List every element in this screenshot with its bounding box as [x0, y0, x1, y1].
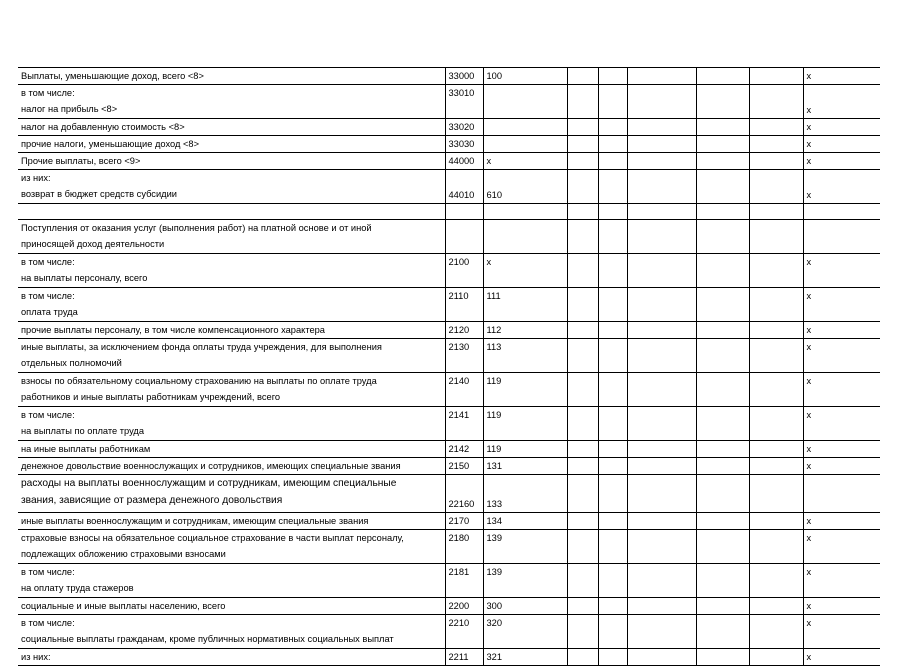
empty-cell: [749, 615, 803, 649]
empty-cell: [567, 475, 598, 513]
row-name: [18, 407, 445, 441]
empty-cell: [696, 204, 749, 220]
empty-cell: [567, 153, 598, 170]
row-code: 2142: [445, 441, 483, 458]
empty-cell: [598, 598, 627, 615]
row-mark: x: [803, 564, 880, 598]
row-code: 2130: [445, 339, 483, 373]
empty-cell: [598, 153, 627, 170]
row-kosgu: 131: [483, 458, 567, 475]
row-name-line: налог на прибыль <8>: [21, 104, 118, 114]
empty-cell: [749, 513, 803, 530]
row-kosgu: 134: [483, 513, 567, 530]
empty-cell: [696, 288, 749, 322]
empty-cell: [627, 564, 696, 598]
empty-cell: [749, 441, 803, 458]
empty-cell: [627, 204, 696, 220]
row-code: 2100: [445, 254, 483, 288]
empty-cell: [598, 649, 627, 666]
empty-cell: [567, 204, 598, 220]
row-kosgu: 119: [483, 407, 567, 441]
row-name-line: из них:: [21, 173, 51, 183]
empty-cell: [598, 530, 627, 564]
row-name-line: в том числе:: [21, 291, 75, 301]
row-mark: x: [803, 153, 880, 170]
empty-cell: [627, 85, 696, 119]
row-name-line: в том числе:: [21, 410, 75, 420]
empty-cell: [627, 458, 696, 475]
table-row: [18, 407, 880, 441]
row-mark: x: [803, 288, 880, 322]
row-kosgu: 133: [483, 475, 567, 513]
row-name: [18, 441, 445, 458]
row-code: [445, 204, 483, 220]
row-name-line: работников и иные выплаты работникам учреждений, всего: [21, 392, 281, 402]
row-name-line: иные выплаты, за исключением фонда оплаты труда учреждения, для выполнения: [21, 342, 382, 352]
row-mark: x: [803, 136, 880, 153]
row-name-line: взносы по обязательному социальному страхованию на выплаты по оплате труда: [21, 376, 377, 386]
row-name-line: налог на добавленную стоимость <8>: [21, 122, 185, 132]
row-code: 33020: [445, 119, 483, 136]
empty-cell: [598, 475, 627, 513]
row-kosgu: x: [483, 254, 567, 288]
empty-cell: [598, 407, 627, 441]
row-mark: x: [803, 85, 880, 119]
row-mark: x: [803, 649, 880, 666]
table-row: [18, 339, 880, 373]
empty-cell: [598, 204, 627, 220]
row-code: 2210: [445, 615, 483, 649]
table-row: [18, 475, 880, 513]
row-name-line: на иные выплаты работникам: [21, 444, 151, 454]
empty-cell: [598, 513, 627, 530]
table-row: [18, 153, 880, 170]
empty-cell: [627, 288, 696, 322]
row-name: [18, 373, 445, 407]
empty-cell: [749, 407, 803, 441]
row-code: 33030: [445, 136, 483, 153]
table-row: [18, 85, 880, 119]
row-code: 44010: [445, 170, 483, 204]
row-code: 33010: [445, 85, 483, 119]
empty-cell: [598, 373, 627, 407]
empty-cell: [749, 373, 803, 407]
row-kosgu: 100: [483, 68, 567, 85]
empty-cell: [627, 615, 696, 649]
empty-cell: [696, 615, 749, 649]
row-name-line: возврат в бюджет средств субсидии: [21, 189, 177, 199]
row-kosgu: [483, 119, 567, 136]
row-kosgu: [483, 204, 567, 220]
empty-cell: [696, 85, 749, 119]
row-code: 44000: [445, 153, 483, 170]
empty-cell: [696, 373, 749, 407]
table-row: [18, 441, 880, 458]
table-row: [18, 288, 880, 322]
empty-cell: [598, 254, 627, 288]
empty-cell: [696, 339, 749, 373]
row-name: [18, 513, 445, 530]
empty-cell: [567, 220, 598, 254]
row-kosgu: 111: [483, 288, 567, 322]
empty-cell: [696, 170, 749, 204]
empty-cell: [627, 407, 696, 441]
table-row: [18, 458, 880, 475]
row-name: [18, 136, 445, 153]
row-code: 2170: [445, 513, 483, 530]
row-name: [18, 170, 445, 204]
row-name: [18, 339, 445, 373]
empty-cell: [749, 339, 803, 373]
row-name-line: прочие налоги, уменьшающие доход <8>: [21, 139, 200, 149]
row-mark: [803, 220, 880, 254]
table-row: [18, 220, 880, 254]
table-row: [18, 68, 880, 85]
row-mark: x: [803, 407, 880, 441]
row-mark: x: [803, 373, 880, 407]
empty-cell: [627, 530, 696, 564]
row-mark: x: [803, 458, 880, 475]
row-mark: x: [803, 339, 880, 373]
empty-cell: [749, 288, 803, 322]
empty-cell: [627, 322, 696, 339]
row-mark: x: [803, 170, 880, 204]
empty-cell: [598, 458, 627, 475]
empty-cell: [567, 458, 598, 475]
row-kosgu: [483, 136, 567, 153]
row-name-line: расходы на выплаты военнослужащим и сотрудникам, имеющим специальные: [21, 478, 397, 489]
empty-cell: [567, 615, 598, 649]
budget-table: [18, 67, 880, 666]
empty-cell: [696, 441, 749, 458]
table-row: [18, 373, 880, 407]
empty-cell: [567, 288, 598, 322]
empty-cell: [567, 373, 598, 407]
row-name-line: приносящей доход деятельности: [21, 239, 165, 249]
empty-cell: [567, 170, 598, 204]
empty-cell: [598, 339, 627, 373]
row-name: [18, 615, 445, 649]
row-name: [18, 530, 445, 564]
table-row: [18, 119, 880, 136]
row-code: 2141: [445, 407, 483, 441]
row-kosgu: 112: [483, 322, 567, 339]
row-name-line: подлежащих обложению страховыми взносами: [21, 549, 226, 559]
table-row: [18, 254, 880, 288]
row-mark: x: [803, 254, 880, 288]
empty-cell: [598, 564, 627, 598]
empty-cell: [627, 119, 696, 136]
row-kosgu: [483, 220, 567, 254]
row-name: [18, 288, 445, 322]
empty-cell: [696, 475, 749, 513]
empty-cell: [749, 170, 803, 204]
empty-cell: [749, 564, 803, 598]
row-mark: x: [803, 322, 880, 339]
empty-cell: [696, 322, 749, 339]
row-name: [18, 649, 445, 666]
row-name: [18, 220, 445, 254]
row-kosgu: 119: [483, 441, 567, 458]
empty-cell: [567, 564, 598, 598]
table-row: [18, 564, 880, 598]
row-mark: [803, 204, 880, 220]
empty-cell: [567, 513, 598, 530]
row-name-line: в том числе:: [21, 88, 75, 98]
empty-cell: [749, 119, 803, 136]
row-code: 2140: [445, 373, 483, 407]
empty-cell: [696, 220, 749, 254]
row-code: 2120: [445, 322, 483, 339]
row-name-line: в том числе:: [21, 257, 75, 267]
empty-cell: [749, 68, 803, 85]
row-kosgu: 320: [483, 615, 567, 649]
row-mark: x: [803, 68, 880, 85]
empty-cell: [627, 254, 696, 288]
empty-cell: [567, 441, 598, 458]
empty-cell: [627, 475, 696, 513]
row-kosgu: 321: [483, 649, 567, 666]
empty-cell: [696, 119, 749, 136]
row-code: [445, 220, 483, 254]
empty-cell: [696, 68, 749, 85]
row-name-line: из них:: [21, 652, 51, 662]
empty-cell: [749, 458, 803, 475]
row-name: [18, 68, 445, 85]
row-code: 2211: [445, 649, 483, 666]
row-name-line: Выплаты, уменьшающие доход, всего <8>: [21, 71, 204, 81]
row-kosgu: x: [483, 153, 567, 170]
empty-cell: [696, 530, 749, 564]
empty-cell: [749, 254, 803, 288]
table-row: [18, 615, 880, 649]
row-mark: x: [803, 119, 880, 136]
empty-cell: [749, 85, 803, 119]
row-mark: x: [803, 598, 880, 615]
empty-cell: [749, 220, 803, 254]
empty-cell: [627, 153, 696, 170]
empty-cell: [567, 407, 598, 441]
empty-cell: [627, 170, 696, 204]
row-kosgu: 300: [483, 598, 567, 615]
row-name-line: в том числе:: [21, 567, 75, 577]
empty-cell: [696, 136, 749, 153]
row-name: [18, 85, 445, 119]
empty-cell: [627, 441, 696, 458]
row-code: 2180: [445, 530, 483, 564]
empty-cell: [598, 615, 627, 649]
empty-cell: [567, 322, 598, 339]
empty-cell: [598, 119, 627, 136]
empty-cell: [627, 513, 696, 530]
empty-cell: [598, 136, 627, 153]
row-name: [18, 322, 445, 339]
row-name-line: на выплаты персоналу, всего: [21, 273, 148, 283]
table-row: [18, 204, 880, 220]
row-name-line: денежное довольствие военнослужащих и сотрудников, имеющих специальные звания: [21, 461, 401, 471]
empty-cell: [627, 136, 696, 153]
row-mark: x: [803, 615, 880, 649]
row-mark: x: [803, 441, 880, 458]
empty-cell: [749, 204, 803, 220]
row-name: [18, 153, 445, 170]
row-name-line: на оплату труда стажеров: [21, 583, 134, 593]
empty-cell: [598, 322, 627, 339]
row-name-line: Поступления от оказания услуг (выполнения работ) на платной основе и от иной: [21, 223, 372, 233]
row-code: 2181: [445, 564, 483, 598]
row-mark: [803, 475, 880, 513]
row-code: 2150: [445, 458, 483, 475]
row-name-line: страховые взносы на обязательное социальное страхование в части выплат персоналу,: [21, 533, 404, 543]
row-name: [18, 204, 445, 220]
table-row: [18, 513, 880, 530]
empty-cell: [749, 136, 803, 153]
row-kosgu: 113: [483, 339, 567, 373]
empty-cell: [696, 513, 749, 530]
row-name-line: в том числе:: [21, 618, 75, 628]
empty-cell: [749, 649, 803, 666]
row-name-line: прочие выплаты персоналу, в том числе компенсационного характера: [21, 325, 325, 335]
empty-cell: [627, 598, 696, 615]
row-mark: x: [803, 530, 880, 564]
empty-cell: [567, 649, 598, 666]
row-name-line: Прочие выплаты, всего <9>: [21, 156, 141, 166]
empty-cell: [627, 373, 696, 407]
empty-cell: [749, 153, 803, 170]
budget-table-body: [18, 68, 880, 666]
empty-cell: [598, 288, 627, 322]
empty-cell: [696, 153, 749, 170]
empty-cell: [598, 441, 627, 458]
row-name-line: социальные и иные выплаты населению, всего: [21, 601, 226, 611]
row-name: [18, 119, 445, 136]
empty-cell: [749, 475, 803, 513]
empty-cell: [696, 407, 749, 441]
empty-cell: [749, 322, 803, 339]
empty-cell: [627, 220, 696, 254]
row-kosgu: 139: [483, 530, 567, 564]
empty-cell: [749, 530, 803, 564]
empty-cell: [696, 598, 749, 615]
table-row: [18, 322, 880, 339]
row-name-line: звания, зависящие от размера денежного довольствия: [21, 495, 283, 506]
empty-cell: [567, 68, 598, 85]
row-name-line: оплата труда: [21, 307, 78, 317]
empty-cell: [567, 530, 598, 564]
row-name-line: иные выплаты военнослужащим и сотрудникам, имеющим специальные звания: [21, 516, 369, 526]
empty-cell: [696, 564, 749, 598]
empty-cell: [598, 220, 627, 254]
row-name: [18, 564, 445, 598]
row-code: 2110: [445, 288, 483, 322]
empty-cell: [567, 119, 598, 136]
empty-cell: [598, 170, 627, 204]
row-code: 22160: [445, 475, 483, 513]
empty-cell: [627, 339, 696, 373]
empty-cell: [567, 136, 598, 153]
empty-cell: [567, 85, 598, 119]
row-name: [18, 254, 445, 288]
row-kosgu: 139: [483, 564, 567, 598]
empty-cell: [696, 458, 749, 475]
table-row: [18, 649, 880, 666]
empty-cell: [749, 598, 803, 615]
empty-cell: [627, 649, 696, 666]
row-kosgu: 119: [483, 373, 567, 407]
table-row: [18, 530, 880, 564]
row-name: [18, 475, 445, 513]
empty-cell: [567, 254, 598, 288]
row-name-line: социальные выплаты гражданам, кроме публичных нормативных социальных выплат: [21, 634, 394, 644]
row-kosgu: 610: [483, 170, 567, 204]
row-name: [18, 458, 445, 475]
empty-cell: [598, 68, 627, 85]
empty-cell: [567, 598, 598, 615]
row-code: 33000: [445, 68, 483, 85]
empty-cell: [627, 68, 696, 85]
empty-cell: [696, 254, 749, 288]
row-name-line: отдельных полномочий: [21, 358, 122, 368]
empty-cell: [696, 649, 749, 666]
row-code: 2200: [445, 598, 483, 615]
row-kosgu: [483, 85, 567, 119]
table-row: [18, 136, 880, 153]
empty-cell: [598, 85, 627, 119]
table-row: [18, 170, 880, 204]
row-name: [18, 598, 445, 615]
empty-cell: [567, 339, 598, 373]
row-mark: x: [803, 513, 880, 530]
table-row: [18, 598, 880, 615]
row-name-line: на выплаты по оплате труда: [21, 426, 145, 436]
